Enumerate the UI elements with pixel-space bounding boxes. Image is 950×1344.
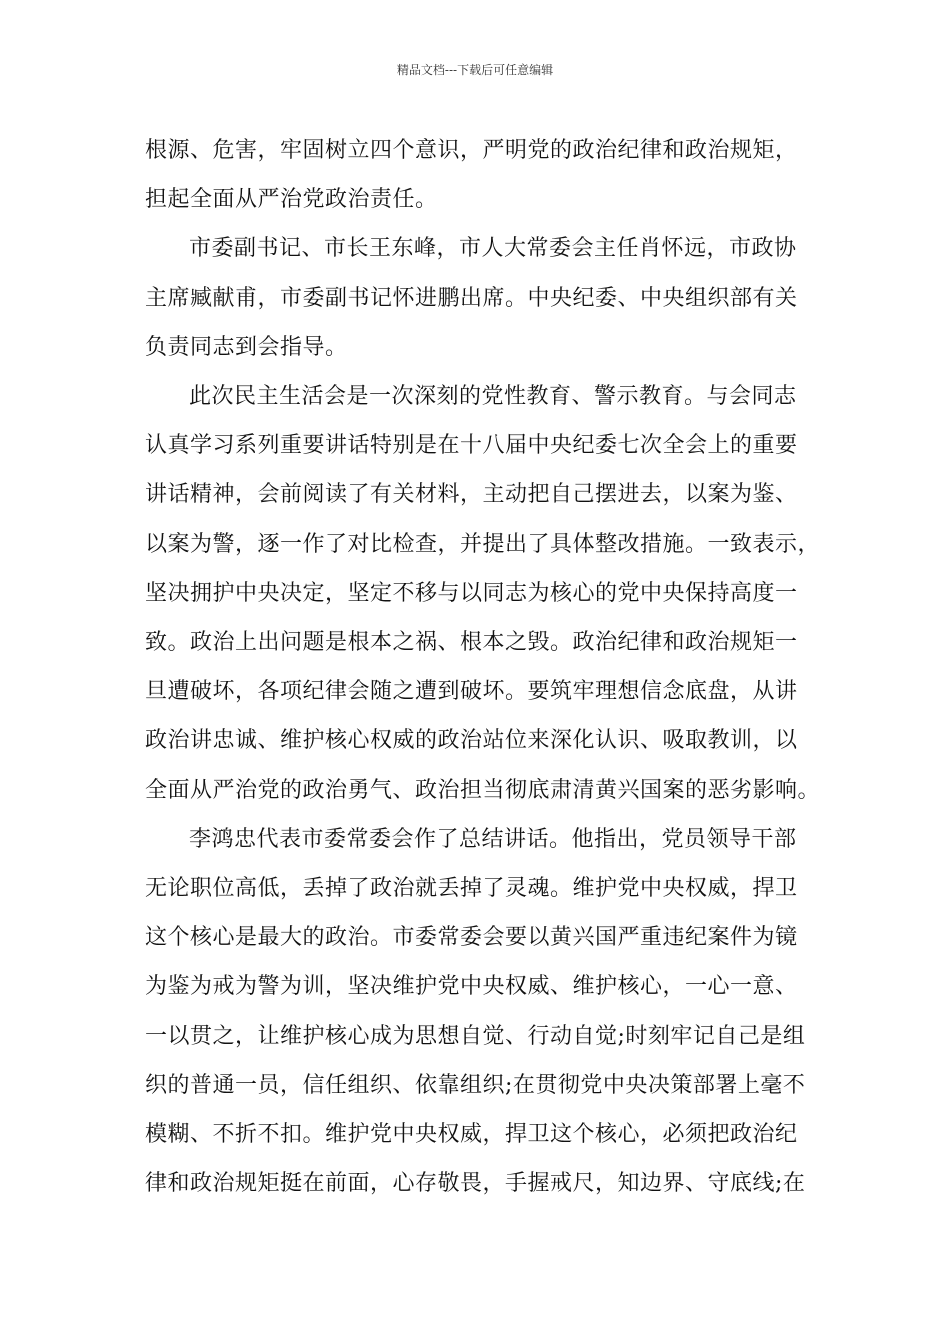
text-line: 根源、危害，牢固树立四个意识，严明党的政治纪律和政治规矩， xyxy=(145,138,798,163)
text-line: 市委副书记、市长王东峰，市人大常委会主任肖怀远，市政协 xyxy=(189,236,797,262)
text-line: 主席臧献甫，市委副书记怀进鹏出席。中央纪委、中央组织部有关 xyxy=(145,285,798,311)
text-line: 这个核心是最大的政治。市委常委会要以黄兴国严重违纪案件为镜 xyxy=(145,925,798,951)
text-line: 政治讲忠诚、维护核心权威的政治站位来深化认识、吸取教训，以 xyxy=(145,728,798,754)
text-line: 李鸿忠代表市委常委会作了总结讲话。他指出，党员领导干部 xyxy=(189,826,797,852)
text-line: 旦遭破坏，各项纪律会随之遭到破坏。要筑牢理想信念底盘，从讲 xyxy=(145,679,798,705)
text-line: 此次民主生活会是一次深刻的党性教育、警示教育。与会同志 xyxy=(189,384,797,410)
text-line: 负责同志到会指导。 xyxy=(145,334,348,360)
paragraph-2 xyxy=(145,224,805,372)
text-line: 认真学习系列重要讲话特别是在十八届中央纪委七次全会上的重要 xyxy=(145,433,798,459)
text-line: 担起全面从严治党政治责任。 xyxy=(145,187,438,213)
text-line: 以案为警，逐一作了对比检查，并提出了具体整改措施。一致表示， xyxy=(145,531,821,557)
text-line: 致。政治上出问题是根本之祸、根本之毁。政治纪律和政治规矩一 xyxy=(145,630,798,656)
paragraph-1 xyxy=(145,126,805,224)
text-line: 律和政治规矩挺在前面，心存敬畏，手握戒尺，知边界、守底线;在 xyxy=(145,1171,806,1197)
paragraph-4 xyxy=(145,815,805,1209)
paragraph-3 xyxy=(145,372,821,815)
text-line: 织的普通一员，信任组织、依靠组织;在贯彻党中央决策部署上毫不 xyxy=(145,1072,806,1098)
text-line: 一以贯之，让维护核心成为思想自觉、行动自觉;时刻牢记自己是组 xyxy=(145,1023,806,1049)
text-line: 无论职位高低，丢掉了政治就丢掉了灵魂。维护党中央权威，捍卫 xyxy=(145,876,798,902)
text-line: 全面从严治党的政治勇气、政治担当彻底肃清黄兴国案的恶劣影响。 xyxy=(145,777,821,803)
text-line: 为鉴为戒为警为训，坚决维护党中央权威、维护核心，一心一意、 xyxy=(145,974,798,1000)
document-body xyxy=(145,126,821,1208)
text-line: 坚决拥护中央决定，坚定不移与以同志为核心的党中央保持高度一 xyxy=(145,580,798,606)
text-line: 讲话精神，会前阅读了有关材料，主动把自己摆进去，以案为鉴、 xyxy=(145,482,798,508)
page-header: 精品文档---下载后可任意编辑 xyxy=(396,63,554,77)
text-line: 模糊、不折不扣。维护党中央权威，捍卫这个核心，必须把政治纪 xyxy=(145,1122,798,1148)
